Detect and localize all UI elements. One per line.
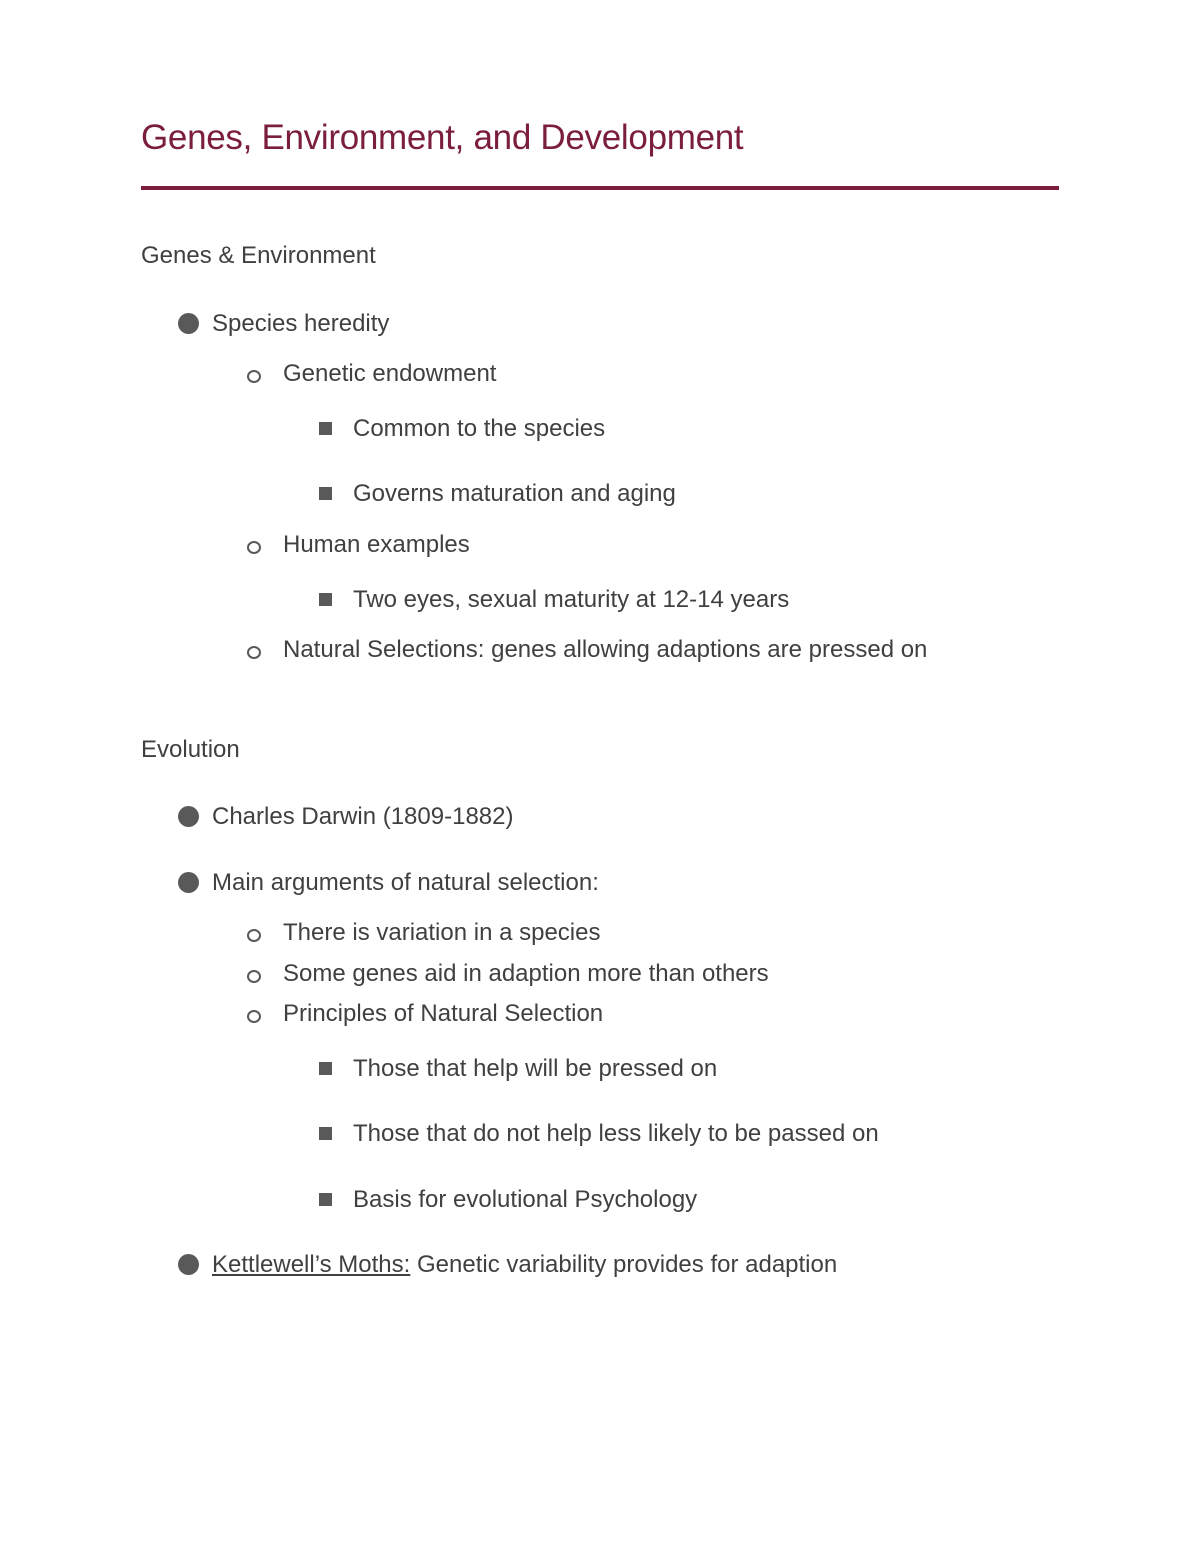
title-rule — [141, 186, 1059, 190]
list-item: Genetic endowment — [247, 358, 496, 389]
list-item: Governs maturation and aging — [319, 478, 676, 509]
disc-bullet-icon — [178, 806, 199, 827]
disc-bullet-icon — [178, 1254, 199, 1275]
list-item: Some genes aid in adaption more than others — [247, 958, 769, 989]
list-item: Those that help will be pressed on — [319, 1053, 717, 1084]
square-bullet-icon — [319, 1193, 332, 1206]
section-heading-genes-environment: Genes & Environment — [141, 242, 376, 269]
square-bullet-icon — [319, 593, 332, 606]
circle-bullet-icon — [247, 370, 261, 383]
list-item: Main arguments of natural selection: — [178, 867, 599, 898]
list-item: Species heredity — [178, 308, 389, 339]
list-item: There is variation in a species — [247, 917, 600, 948]
list-item: Human examples — [247, 529, 470, 560]
list-item: Two eyes, sexual maturity at 12-14 years — [319, 584, 789, 615]
list-item: Principles of Natural Selection — [247, 998, 603, 1029]
kettlewell-description: Genetic variability provides for adaption — [410, 1250, 838, 1278]
square-bullet-icon — [319, 487, 332, 500]
circle-bullet-icon — [247, 541, 261, 554]
disc-bullet-icon — [178, 872, 199, 893]
disc-bullet-icon — [178, 313, 199, 334]
circle-bullet-icon — [247, 646, 261, 659]
list-item: Natural Selections: genes allowing adaptions are pressed on — [247, 634, 927, 665]
square-bullet-icon — [319, 422, 332, 435]
document-title: Genes, Environment, and Development — [141, 118, 744, 157]
circle-bullet-icon — [247, 929, 261, 942]
circle-bullet-icon — [247, 970, 261, 983]
list-item: Charles Darwin (1809-1882) — [178, 801, 513, 832]
section-heading-evolution: Evolution — [141, 736, 240, 763]
circle-bullet-icon — [247, 1010, 261, 1023]
square-bullet-icon — [319, 1127, 332, 1140]
square-bullet-icon — [319, 1062, 332, 1075]
list-item: Common to the species — [319, 413, 605, 444]
list-item — [178, 1249, 837, 1280]
list-item: Basis for evolutional Psychology — [319, 1184, 697, 1215]
kettlewell-term: Kettlewell’s Moths: — [212, 1250, 411, 1278]
list-item: Those that do not help less likely to be passed on — [319, 1118, 879, 1149]
